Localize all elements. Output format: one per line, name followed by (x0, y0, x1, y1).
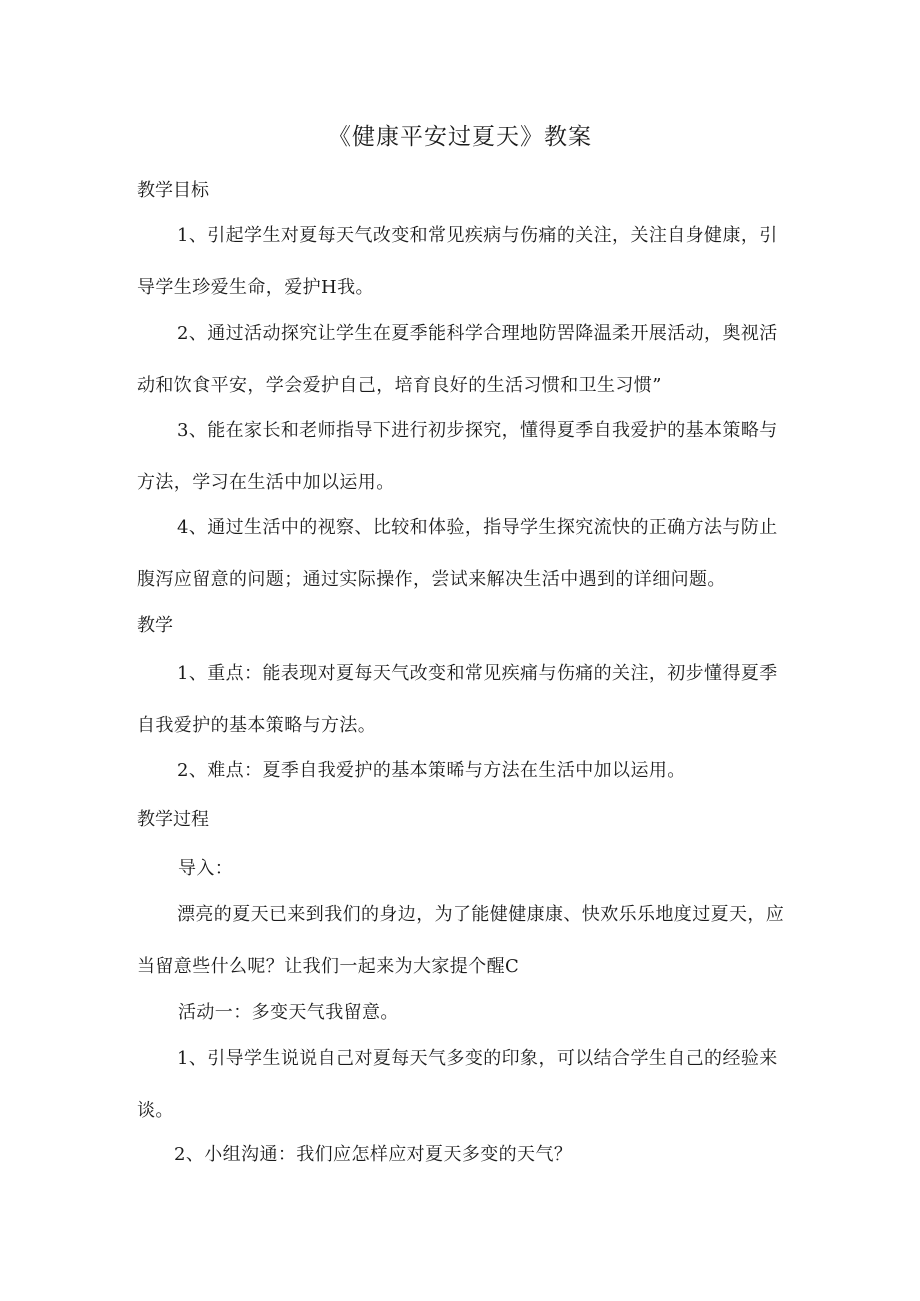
process-heading: 教学过程 (137, 809, 209, 830)
intro-label: 导入： (178, 858, 234, 879)
objective-item-4: 4、通过生活中的视察、比较和体验，指导学生探究流快的正确方法与防止腹泻应留意的问题；通过实际操作，尝试来解决生活中遇到的详细问题。 (137, 517, 778, 590)
objectives-heading: 教学目标 (137, 180, 209, 201)
keypoint-item-2: 2、难点：夏季自我爱护的基本策晞与方法在生活中加以运用。 (177, 760, 686, 781)
activity1-label: 活动一：多变天气我留意。 (178, 1002, 399, 1023)
objective-item-1: 1、引起学生对夏每天气改变和常见疾病与伤痛的关注，关注自身健康，引导学生珍爱生命，爱护H我。 (137, 225, 778, 298)
keypoints-heading: 教学 (137, 615, 173, 636)
intro-text: 漂亮的夏天已来到我们的身边，为了能健健康康、快欢乐乐地度过夏天，应当留意些什么呢？让我们一起来为大家提个醒C (137, 904, 785, 977)
activity1-item-1: 1、引导学生说说自己对夏每天气多变的印象，可以结合学生自己的经验来谈。 (137, 1048, 778, 1121)
objective-item-3: 3、能在家长和老师指导下进行初步探究，懂得夏季自我爱护的基本策略与方法，学习在生活中加以运用。 (137, 420, 778, 493)
document-title: 《健康平安过夏天》教案 (328, 124, 592, 150)
keypoint-item-1: 1、重点：能表现对夏每天气改变和常见疾痛与伤痛的关注，初步懂得夏季自我爱护的基本策略与方法。 (137, 663, 778, 736)
activity1-item-2: 2、小组沟通：我们应怎样应对夏天多变的天气？ (174, 1144, 573, 1165)
objective-item-2: 2、通过活动探究让学生在夏季能科学合理地防罟降温柔开展活动，奥视活动和饮食平安，学会爱护自己，培育良好的生活习惯和卫生习惯” (137, 323, 778, 396)
